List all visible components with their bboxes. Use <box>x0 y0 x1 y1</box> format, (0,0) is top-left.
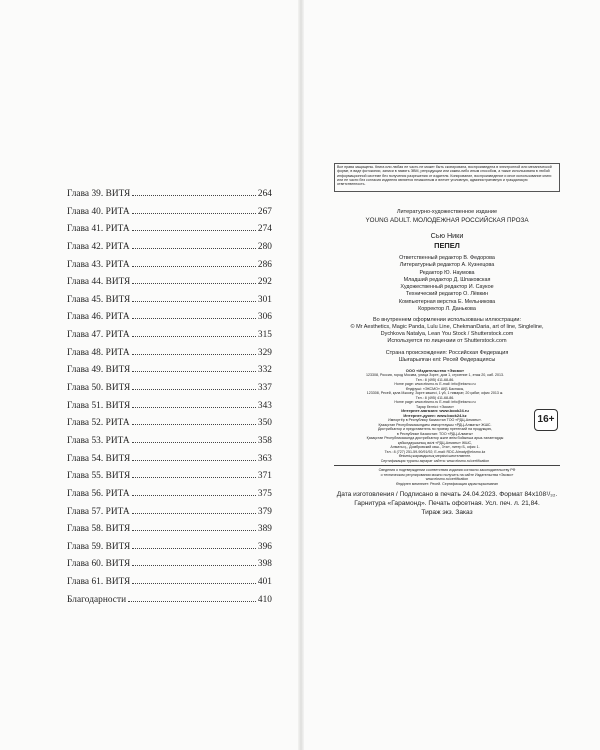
toc-entry-page: 274 <box>257 224 272 235</box>
toc-entry <box>67 259 272 277</box>
legal-notice: Все права защищены. Книга или любая ее часть не может быть скопирована, воспроизведена в электронной или механической форме, в виде фотокопии, записи в память ЭВМ, репродукции или каким-либо иным способом, а также использована в любой информационной системе без получения разрешения от издателя. Копирование, воспроизведение и иное использование книги или ее части без согласия издателя является незаконным и влечет уголовную, административную и гражданскую ответственность. <box>334 163 560 192</box>
toc-entry-page: 280 <box>257 241 272 252</box>
toc-entry-page: 401 <box>257 577 272 588</box>
imprint-page <box>334 163 560 518</box>
cert-line: Сведения о подтверждении соответствия издания согласно законодательству РФ <box>378 468 516 473</box>
credit-line: Редактор Ю. Наумова <box>419 269 475 276</box>
publisher-line: Тел.: 8 (495) 411-68-86. <box>415 377 455 382</box>
print-info-line: Дата изготовления / Подписано в печать 24.04.2023. Формат 84х108¹/₃₂. <box>336 491 558 499</box>
book-gutter <box>298 0 304 750</box>
credit-line: Компьютерная верстка Е. Мельникова <box>398 298 496 305</box>
illustrations-line: Dychkova Natalya, Lean You Stock / Shutterstock.com <box>380 331 514 338</box>
publisher-line: Алматы қ., Домбровский көш., 3«а», литер Б, офис 1. <box>390 445 480 450</box>
toc-entry-page: 371 <box>257 471 272 482</box>
toc-entry <box>67 188 272 206</box>
toc-entry-page: 267 <box>257 206 272 217</box>
toc-leader-dots <box>132 311 256 319</box>
toc-leader-dots <box>132 259 256 267</box>
publisher-line: Қазақстан Республикасындағы импорттаушы «РДЦ-Алматы» ЖШС. <box>378 422 492 427</box>
book-title: ПЕПЕЛ <box>434 241 460 250</box>
toc-entry-page: 306 <box>257 312 272 323</box>
toc-entry-page: 379 <box>257 506 272 517</box>
publisher-line: Тел.: 8 (495) 411-68-86. <box>415 395 455 400</box>
toc-entry-title: Благодарности <box>67 594 127 605</box>
publisher-line: Интернет-дүкен: www.book24.kz <box>403 412 467 418</box>
toc-entry <box>67 276 272 294</box>
toc-entry-title: Глава 54. ВИТЯ <box>67 453 131 464</box>
toc-entry <box>67 206 272 224</box>
toc-entry-page: 398 <box>257 559 272 570</box>
toc-entry-page: 286 <box>257 259 272 270</box>
publisher-line: Қазақстан Республикасында дистрибьютор және өнім бойынша арыз-талаптарды <box>366 436 504 441</box>
illustrations-line: © Mr Aesthetics, Magic Panda, Lulu Line, ChekmanDaria, art of line, Singleline, <box>350 324 544 331</box>
toc-entry-title: Глава 59. ВИТЯ <box>67 541 131 552</box>
toc-entry-title: Глава 51. ВИТЯ <box>67 400 131 411</box>
credit-line: Младший редактор Д. Шпаковская <box>403 276 491 283</box>
toc-entry <box>67 453 272 471</box>
publisher-line: Home page: www.eksmo.ru E-mail: info@eksmo.ru <box>394 382 476 387</box>
toc-entry-title: Глава 44. ВИТЯ <box>67 277 131 288</box>
toc-entry <box>67 241 272 259</box>
toc-entry-title: Глава 41. РИТА <box>67 224 130 235</box>
toc-entry-title: Глава 40. РИТА <box>67 206 130 217</box>
credit-line: Корректор Л. Данькова <box>418 306 476 313</box>
toc-entry <box>67 311 272 329</box>
cert-line: Өндірген мемлекет: Ресей. Сертификация қарастырылмаған <box>396 481 498 486</box>
toc-entry-page: 396 <box>257 541 272 552</box>
publisher-line: Өнімнің жарамдылық мерзімі шектелмеген. <box>398 454 472 459</box>
toc-entry-title: Глава 61. ВИТЯ <box>67 577 131 588</box>
toc-entry-page: 350 <box>257 418 272 429</box>
toc-leader-dots <box>132 488 256 496</box>
toc-entry-title: Глава 48. РИТА <box>67 347 130 358</box>
publisher-line: Тел.: 8 (727) 251-59-90/91/92; E-mail: RDC-Almaty@eksmo.kz <box>384 449 486 454</box>
toc-entry <box>67 400 272 418</box>
table-of-contents <box>67 188 272 611</box>
publisher-line: в Республике Казахстан: ТОО «РДЦ-Алматы» <box>396 431 474 436</box>
toc-entry-title: Глава 57. РИТА <box>67 506 130 517</box>
toc-entry-page: 358 <box>257 435 272 446</box>
publisher-line: Интернет-магазин: www.book24.ru <box>401 408 469 414</box>
toc-entry-title: Глава 56. РИТА <box>67 488 130 499</box>
toc-leader-dots <box>128 594 256 602</box>
origin-line: Шығарылған елі: Ресей Федерациясы <box>398 356 496 363</box>
toc-leader-dots <box>132 241 256 249</box>
illustrations-line: Используется по лицензии от Shutterstock.com <box>387 338 507 345</box>
divider <box>334 465 560 466</box>
toc-entry-title: Глава 43. РИТА <box>67 259 130 270</box>
toc-leader-dots <box>132 400 256 408</box>
credit-line: Ответственный редактор В. Федорова <box>399 255 495 261</box>
toc-entry <box>67 506 272 524</box>
toc-entry <box>67 223 272 241</box>
toc-entry-page: 301 <box>257 294 272 305</box>
toc-entry <box>67 488 272 506</box>
toc-leader-dots <box>132 417 256 425</box>
toc-entry-title: Глава 42. РИТА <box>67 241 130 252</box>
cert-line: www.eksmo.ru/certification <box>425 477 469 482</box>
author-name: Сью Ники <box>430 231 464 240</box>
toc-leader-dots <box>132 364 256 372</box>
toc-entry-title: Глава 52. РИТА <box>67 418 130 429</box>
toc-entry-page: 363 <box>257 453 272 464</box>
toc-entry <box>67 347 272 365</box>
toc-entry-title: Глава 47. РИТА <box>67 330 130 341</box>
print-info-line: Гарнитура «Гарамонд». Печать офсетная. Усл. печ. л. 21,84. <box>354 500 540 508</box>
publisher-line: ООО «Издательство «Эксмо» <box>405 367 465 373</box>
toc-entry-page: 264 <box>257 189 272 199</box>
toc-leader-dots <box>132 523 256 531</box>
toc-leader-dots <box>132 382 256 390</box>
country-of-origin <box>334 350 560 364</box>
publisher-info <box>334 369 560 487</box>
toc-entry <box>67 470 272 488</box>
toc-entry <box>67 364 272 382</box>
toc-leader-dots <box>132 558 256 566</box>
toc-entry-page: 389 <box>257 524 272 535</box>
toc-leader-dots <box>132 188 256 196</box>
toc-entry <box>67 541 272 559</box>
publisher-line: Өндіруші: «ЭКСМО» АҚБ Баспасы, <box>405 386 465 391</box>
illustrations-credit <box>334 317 560 345</box>
cert-line: о техническом регулировании можно получить на сайте Издательства «Эксмо» <box>380 472 514 477</box>
toc-entry <box>67 523 272 541</box>
toc-entry-page: 343 <box>257 400 272 411</box>
age-rating-badge: 16+ <box>534 409 558 431</box>
publisher-line: 123308, Россия, город Москва, улица Зорге, дом 1, строение 1, этаж 20, каб. 2013. <box>366 373 504 378</box>
toc-entry-title: Глава 49. ВИТЯ <box>67 365 131 376</box>
publisher-line: Импортёр в Республику Казахстан ТОО «РДЦ-Алматы». <box>388 418 482 423</box>
print-info-line: Тираж экз. Заказ <box>421 508 473 516</box>
publisher-line: Сертификация туралы ақпарат сайтта: www.eksmo.ru/certification <box>380 458 490 463</box>
illustrations-line: Во внутреннем оформлении использованы иллюстрации: <box>372 317 522 324</box>
toc-entry-title: Глава 58. ВИТЯ <box>67 524 131 535</box>
toc-leader-dots <box>132 223 256 231</box>
publisher-line: Дистрибьютор и представитель по приему претензий на продукцию, <box>377 427 493 432</box>
toc-entry-title: Глава 46. РИТА <box>67 312 130 323</box>
publisher-line: 123308, Ресей, қала Мәскеу, Зорге көшесі, 1 үй, 1 ғимарат, 20 қабат, офис 2013 ж. <box>366 391 504 396</box>
genre-label: Литературно-художественное издание <box>396 209 498 215</box>
toc-entry-page: 315 <box>257 330 272 341</box>
publisher-line: Home page: www.eksmo.ru E-mail: info@eksmo.ru <box>394 400 476 405</box>
toc-entry-page: 337 <box>257 383 272 394</box>
toc-entry-page: 332 <box>257 365 272 376</box>
toc-leader-dots <box>132 329 256 337</box>
toc-leader-dots <box>132 470 256 478</box>
credit-line: Технический редактор О. Лёвкин <box>405 291 489 298</box>
toc-entry <box>67 294 272 312</box>
toc-entry <box>67 417 272 435</box>
toc-entry-title: Глава 53. РИТА <box>67 435 130 446</box>
toc-leader-dots <box>132 541 256 549</box>
toc-entry <box>67 382 272 400</box>
publisher-line: қабылдаушының өкілі «РДЦ-Алматы» ЖШС, <box>397 440 473 445</box>
publisher-line: Тауар белгісі: «Эксмо» <box>416 404 454 409</box>
toc-entry-title: Глава 50. ВИТЯ <box>67 383 131 394</box>
toc-entry-title: Глава 55. ВИТЯ <box>67 471 131 482</box>
toc-entry <box>67 594 272 612</box>
print-info <box>334 491 560 517</box>
credit-line: Литературный редактор А. Кузнецова <box>399 262 495 269</box>
toc-leader-dots <box>132 576 256 584</box>
toc-leader-dots <box>132 294 256 302</box>
toc-entry <box>67 435 272 453</box>
toc-leader-dots <box>132 506 256 514</box>
toc-leader-dots <box>132 276 256 284</box>
credit-line: Художественный редактор И. Саукое <box>400 284 494 291</box>
toc-entry-page: 292 <box>257 277 272 288</box>
toc-leader-dots <box>132 206 256 214</box>
toc-entry-page: 329 <box>257 347 272 358</box>
toc-leader-dots <box>132 347 256 355</box>
toc-entry <box>67 558 272 576</box>
toc-entry-page: 375 <box>257 488 272 499</box>
toc-leader-dots <box>132 435 256 443</box>
toc-entry <box>67 576 272 594</box>
origin-line: Страна происхождения: Российская Федерация <box>385 350 509 356</box>
credits-list <box>334 255 560 313</box>
toc-leader-dots <box>132 453 256 461</box>
toc-entry-title: Глава 45. ВИТЯ <box>67 294 131 305</box>
toc-entry-title: Глава 60. ВИТЯ <box>67 559 131 570</box>
series-label: YOUNG ADULT. МОЛОДЕЖНАЯ РОССИЙСКАЯ ПРОЗА <box>365 217 529 224</box>
toc-entry-page: 410 <box>257 594 272 605</box>
toc-entry-title: Глава 39. ВИТЯ <box>67 189 131 199</box>
toc-entry <box>67 329 272 347</box>
